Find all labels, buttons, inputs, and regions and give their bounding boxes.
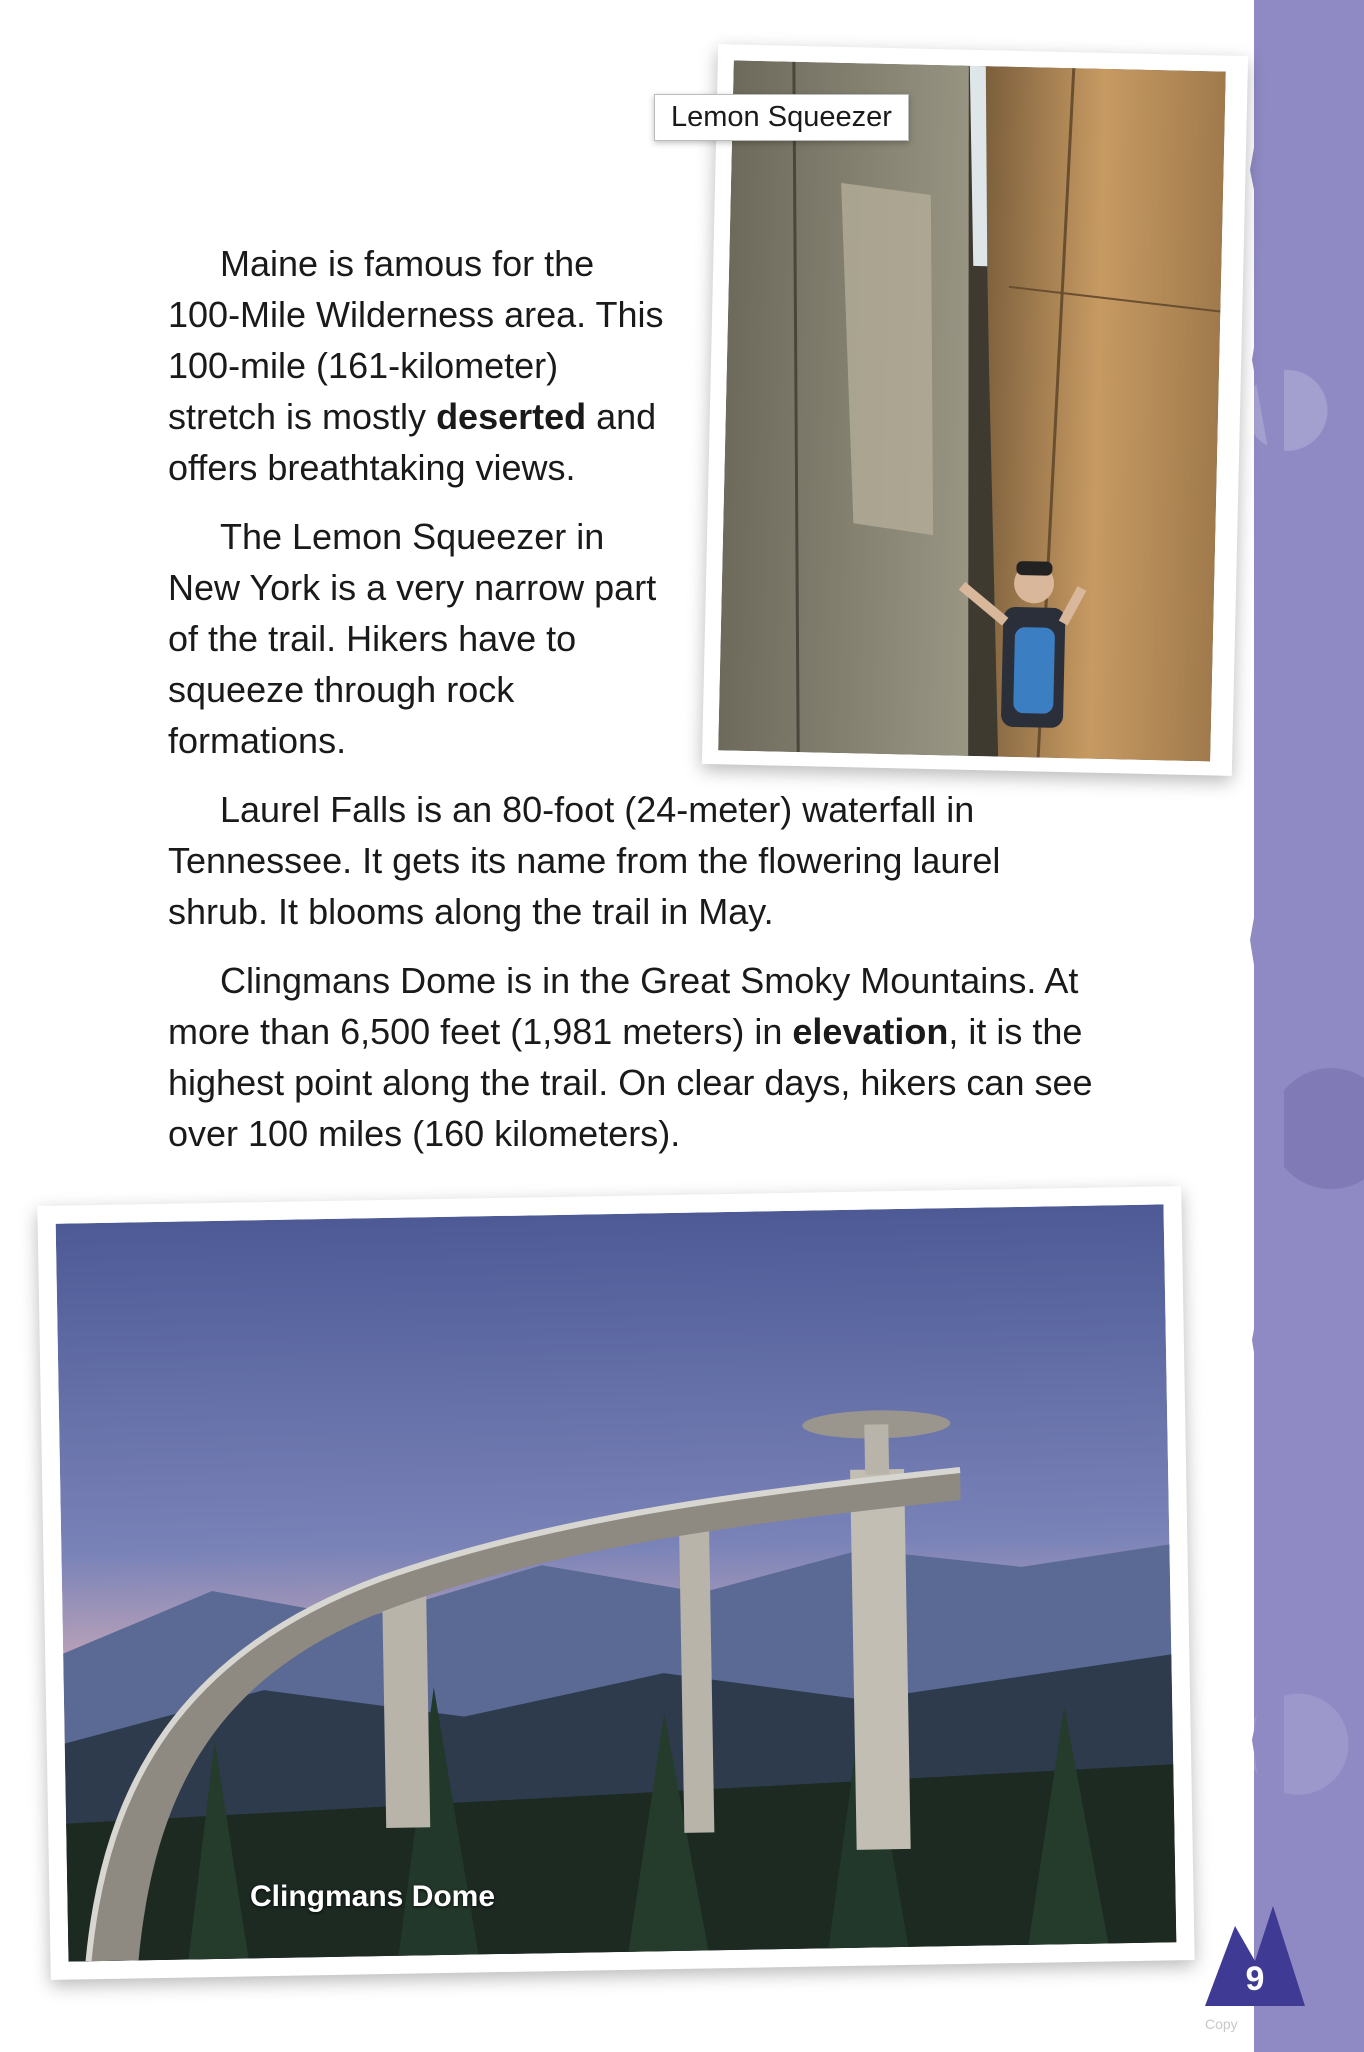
torn-paper-edge	[1244, 0, 1284, 2052]
paragraph-clingmans-dome: Clingmans Dome is in the Great Smoky Mountains. At more than 6,500 feet (1,981 meters) in elevation, it is the highest point along the trail. On clear days, hikers can see over 100 miles (160 kilometers).	[168, 960, 1093, 1154]
clingmans-dome-caption: Clingmans Dome	[250, 1880, 496, 1913]
paragraph-lemon-squeezer: The Lemon Squeezer in New York is a very narrow part of the trail. Hikers have to squeeze through rock formations.	[168, 516, 657, 761]
clingmans-dome-photo	[37, 1186, 1194, 1980]
clingmans-dome-image	[56, 1204, 1177, 1961]
paragraph-maine: Maine is famous for the 100-Mile Wilderness area. This 100-mile (161-kilometer) stretch is mostly deserted and offers breathtaking views.	[168, 243, 664, 488]
page-number: 9	[1245, 1960, 1265, 1998]
lemon-squeezer-label: Lemon Squeezer	[654, 94, 909, 141]
keyword-elevation: elevation	[792, 1011, 949, 1052]
body-text	[168, 238, 1098, 1177]
paragraph-laurel-falls: Laurel Falls is an 80-foot (24-meter) waterfall in Tennessee. It gets its name from the flowering laurel shrub. It blooms along the trail in May.	[168, 789, 1001, 932]
copyright-fragment: Copy	[1205, 2016, 1238, 2032]
keyword-deserted: deserted	[436, 396, 587, 437]
